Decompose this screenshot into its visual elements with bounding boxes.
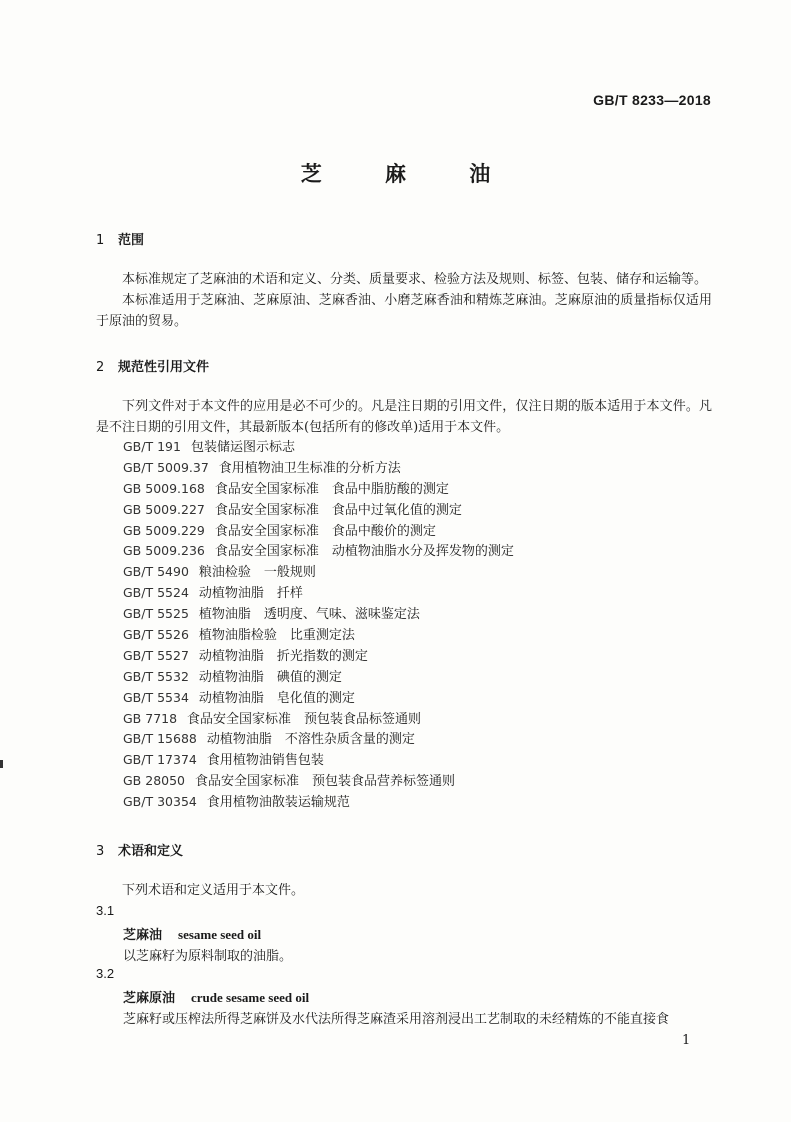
reference-title: 食用植物油销售包装	[206, 753, 324, 769]
section-2-heading	[96, 356, 209, 375]
reference-item	[123, 604, 514, 625]
term-english: sesame seed oil	[178, 927, 262, 942]
reference-item	[123, 541, 514, 562]
section-title: 规范性引用文件	[118, 360, 210, 375]
reference-title: 食品安全国家标准 动植物油脂水分及挥发物的测定	[214, 544, 514, 560]
section-number: 3	[96, 844, 105, 859]
reference-item	[123, 646, 514, 667]
term-heading	[123, 987, 309, 1006]
scan-edge-mark	[0, 760, 3, 768]
term-chinese: 芝麻油	[123, 928, 163, 943]
reference-title: 动植物油脂 折光指数的测定	[198, 648, 368, 664]
reference-code: GB/T 5532	[123, 668, 189, 684]
reference-item	[123, 771, 514, 792]
reference-code: GB 5009.227	[123, 501, 205, 517]
reference-title: 食品安全国家标准 食品中酸价的测定	[214, 523, 436, 539]
reference-title: 食品安全国家标准 预包装食品营养标签通则	[195, 774, 456, 790]
refs-intro-paragraph: 下列文件对于本文件的应用是必不可少的。凡是注日期的引用文件，仅注日期的版本适用于本文件。凡是不注日期的引用文件，其最新版本(包括所有的修改单)适用于本文件。	[96, 399, 712, 435]
reference-code: GB/T 15688	[123, 731, 197, 747]
reference-item	[123, 625, 514, 646]
reference-item	[123, 521, 514, 542]
reference-code: GB 5009.168	[123, 480, 205, 496]
section-3-heading	[96, 840, 183, 859]
section-number: 1	[96, 233, 105, 248]
reference-item	[123, 729, 514, 750]
reference-code: GB/T 5534	[123, 689, 189, 705]
reference-code: GB/T 5524	[123, 585, 189, 601]
reference-item	[123, 688, 514, 709]
reference-title: 动植物油脂 不溶性杂质含量的测定	[206, 732, 415, 748]
reference-title: 包装储运图示标志	[190, 440, 295, 455]
section-1-heading	[96, 229, 144, 248]
reference-title: 食用植物油散装运输规范	[206, 795, 350, 811]
reference-title: 食品安全国家标准 食品中脂肪酸的测定	[214, 481, 449, 497]
reference-title: 粮油检验 一般规则	[198, 565, 316, 581]
section-number: 2	[96, 360, 105, 375]
term-definition: 以芝麻籽为原料制取的油脂。	[123, 949, 293, 964]
document-title: 芝 麻 油	[300, 162, 519, 186]
reference-code: GB 5009.229	[123, 522, 205, 538]
reference-item	[123, 750, 514, 771]
page-number: 1	[682, 1033, 691, 1048]
term-english: crude sesame seed oil	[191, 990, 310, 1005]
standard-number: GB/T 8233—2018	[593, 92, 711, 108]
terms-intro-paragraph: 下列术语和定义适用于本文件。	[122, 883, 305, 898]
reference-title: 植物油脂 透明度、气味、滋味鉴定法	[198, 607, 420, 623]
reference-code: GB/T 17374	[123, 752, 197, 768]
reference-title: 食品安全国家标准 预包装食品标签通则	[187, 711, 422, 727]
reference-title: 动植物油脂 扦样	[198, 586, 303, 602]
reference-code: GB/T 5009.37	[123, 459, 209, 475]
reference-title: 食品安全国家标准 食品中过氧化值的测定	[214, 502, 462, 518]
reference-title: 动植物油脂 碘值的测定	[198, 669, 342, 685]
reference-code: GB/T 5526	[123, 627, 189, 643]
reference-item	[123, 667, 514, 688]
reference-code: GB/T 5527	[123, 647, 189, 663]
reference-code: GB/T 191	[123, 439, 181, 454]
reference-item	[123, 562, 514, 583]
term-heading	[123, 924, 261, 943]
reference-item	[123, 792, 514, 813]
reference-title: 动植物油脂 皂化值的测定	[198, 690, 355, 706]
term-number: 3.2	[96, 966, 115, 981]
reference-code: GB 5009.236	[123, 543, 205, 559]
normative-reference-list	[123, 437, 514, 813]
scope-paragraph-2: 本标准适用于芝麻油、芝麻原油、芝麻香油、小磨芝麻香油和精炼芝麻油。芝麻原油的质量指标仅适用于原油的贸易。	[96, 293, 712, 329]
section-title: 范围	[118, 233, 145, 248]
reference-item	[123, 458, 514, 479]
section-title: 术语和定义	[118, 844, 184, 859]
term-definition: 芝麻籽或压榨法所得芝麻饼及水代法所得芝麻渣采用溶剂浸出工艺制取的未经精炼的不能直接食	[123, 1012, 670, 1027]
reference-title: 食用植物油卫生标准的分析方法	[218, 460, 401, 476]
term-number: 3.1	[96, 903, 115, 918]
term-chinese: 芝麻原油	[123, 991, 176, 1006]
reference-item	[123, 583, 514, 604]
reference-item	[123, 479, 514, 500]
reference-item	[123, 437, 514, 458]
reference-item	[123, 709, 514, 730]
reference-item	[123, 500, 514, 521]
reference-title: 植物油脂检验 比重测定法	[198, 628, 355, 644]
reference-code: GB 7718	[123, 710, 178, 726]
reference-code: GB/T 5525	[123, 606, 189, 622]
reference-code: GB/T 30354	[123, 794, 197, 810]
reference-code: GB/T 5490	[123, 564, 189, 580]
scope-paragraph-1: 本标准规定了芝麻油的术语和定义、分类、质量要求、检验方法及规则、标签、包装、储存和运输等。	[122, 272, 708, 287]
reference-code: GB 28050	[123, 773, 185, 789]
